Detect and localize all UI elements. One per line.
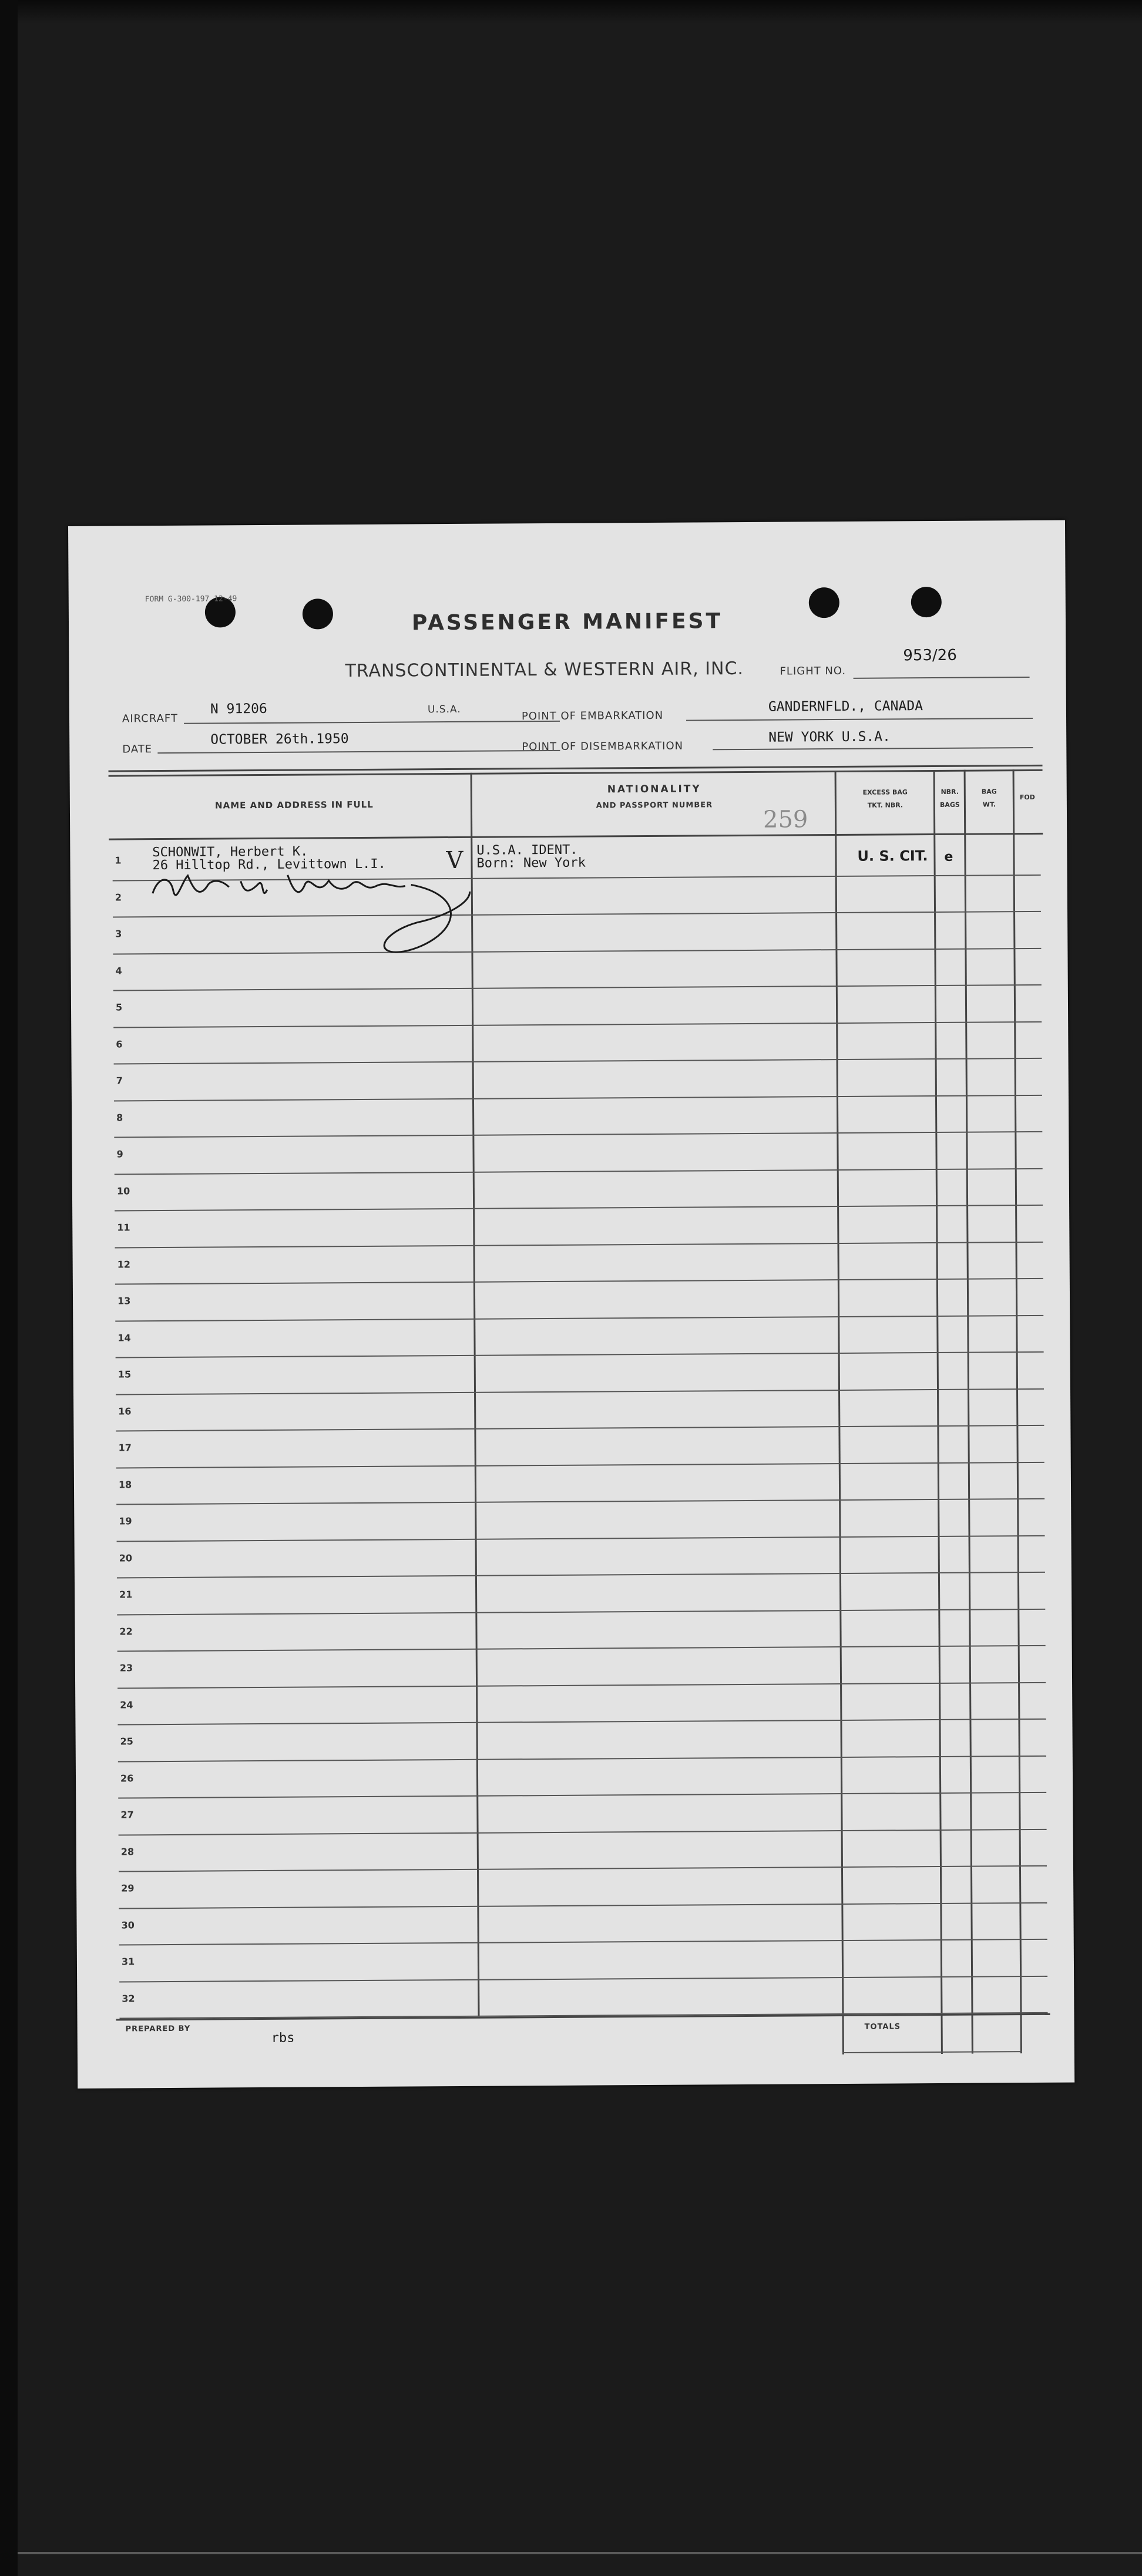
row-number: 9 [116,1148,123,1160]
embarkation-value: GANDERNFLD., CANADA [768,698,923,715]
passenger-nationality: U.S.A. IDENT. [476,842,578,858]
row-rule [115,1278,1043,1285]
column-header-nationality-sub: AND PASSPORT NUMBER [596,801,713,811]
passenger-birthplace: Born: New York [476,855,586,871]
column-divider-excess [933,770,943,2054]
column-header-excess-2: TKT. NBR. [867,801,903,809]
passenger-excess-bag: U. S. CIT. [857,848,928,865]
row-rule [115,1168,1043,1175]
row-number: 22 [119,1625,133,1637]
disembarkation-label: POINT OF DISEMBARKATION [522,739,684,754]
row-rule [116,1425,1044,1432]
film-border-top [0,0,1142,23]
column-header-bags-1: NBR. [941,788,959,796]
row-number: 29 [121,1882,135,1894]
row-rule [117,1645,1046,1652]
totals-label: TOTALS [864,2022,901,2032]
row-rule [116,1388,1044,1395]
film-border-left [0,0,18,2576]
column-header-excess-1: EXCESS BAG [862,788,908,796]
row-rule [116,1498,1044,1505]
aircraft-label: AIRCRAFT [122,712,179,725]
row-rule [114,1094,1042,1101]
column-divider-weight [1013,769,1022,2053]
row-rule [116,1461,1044,1468]
embarkation-underline [686,718,1033,721]
row-number: 23 [119,1662,133,1674]
row-number: 28 [120,1845,135,1857]
row-number: 3 [115,928,122,940]
row-rule [118,1755,1046,1762]
prepared-by-value: rbs [271,2030,295,2046]
row-rule [115,1314,1043,1321]
row-number: 14 [117,1331,131,1344]
column-header-weight-1: BAG [981,788,997,796]
row-rule [113,984,1042,991]
row-number: 20 [119,1552,133,1564]
aircraft-underline [184,721,560,724]
row-number: 25 [120,1736,133,1747]
row-rule [119,1828,1047,1835]
row-rule [113,1021,1042,1028]
row-rule [114,1131,1042,1138]
row-number: 26 [120,1772,134,1784]
row-rule [118,1792,1046,1799]
row-number: 11 [117,1222,130,1233]
disembarkation-value: NEW YORK U.S.A. [768,729,891,745]
date-label: DATE [122,743,153,756]
manifest-sheet [68,520,1074,2089]
row-rule [119,1975,1047,1982]
handwritten-signature [140,856,505,964]
row-rule [119,1902,1047,1909]
column-header-nationality: NATIONALITY [607,783,701,796]
row-number: 7 [116,1075,123,1087]
aircraft-country: U.S.A. [427,703,461,716]
table-header-bottom-rule [109,833,1043,840]
disembarkation-underline [713,747,1033,750]
row-rule [117,1608,1045,1615]
stamped-number: 259 [763,806,808,833]
column-header-weight-2: WT. [982,801,996,809]
page-title: PASSENGER MANIFEST [411,609,723,635]
passenger-name: SCHONWIT, Herbert K. [152,844,308,860]
column-divider-nationality [835,771,844,2054]
row-number: 4 [115,964,122,977]
row-number: 27 [120,1809,134,1821]
totals-underline [842,2051,1022,2053]
aircraft-value: N 91206 [210,701,267,717]
row-number: 17 [118,1442,132,1454]
row-number: 15 [117,1368,132,1380]
column-header-name: NAME AND ADDRESS IN FULL [214,799,374,811]
row-rule [119,1939,1047,1946]
flight-no-label: FLIGHT NO. [780,664,847,678]
row-number: 21 [119,1589,133,1600]
date-value: OCTOBER 26th.1950 [210,731,349,748]
form-code: FORM G-300-197 12-49 [145,594,237,604]
passenger-address: 26 Hilltop Rd., Levittown L.I. [152,856,386,873]
column-header-bags-2: BAGS [939,801,960,809]
row-number: 32 [122,1992,135,2004]
row-rule [114,1058,1042,1065]
check-mark: V [446,846,463,875]
airline-name: TRANSCONTINENTAL & WESTERN AIR, INC. [345,658,744,682]
row-number: 10 [116,1185,130,1197]
row-number: 6 [116,1038,123,1050]
prepared-by-label: PREPARED BY [125,2024,191,2034]
row-number: 16 [118,1405,132,1417]
row-number: 30 [121,1919,135,1931]
row-number: 1 [115,855,122,866]
embarkation-label: POINT OF EMBARKATION [521,709,664,723]
row-rule [116,1351,1044,1358]
passenger-bags: e [944,849,953,865]
row-number: 8 [116,1111,123,1124]
row-rule [115,1205,1043,1212]
date-underline [157,750,560,754]
row-number: 2 [115,891,122,903]
flight-no-underline [854,677,1030,679]
row-number: 19 [119,1515,132,1527]
row-number: 18 [118,1478,132,1491]
row-number: 5 [115,1001,123,1013]
row-rule [117,1719,1046,1726]
film-border-bottom [18,2552,1142,2554]
flight-no-value: 953/26 [903,646,957,665]
row-number: 12 [117,1258,131,1270]
row-number: 31 [121,1956,135,1968]
row-rule [117,1535,1045,1542]
row-rule [115,1241,1043,1248]
row-rule [117,1682,1046,1689]
row-number: 13 [117,1295,131,1307]
column-header-fod: FOD [1019,793,1035,802]
row-rule [119,1865,1047,1872]
column-divider-bags [964,770,973,2054]
row-rule [117,1572,1045,1579]
row-number: 24 [120,1699,133,1710]
